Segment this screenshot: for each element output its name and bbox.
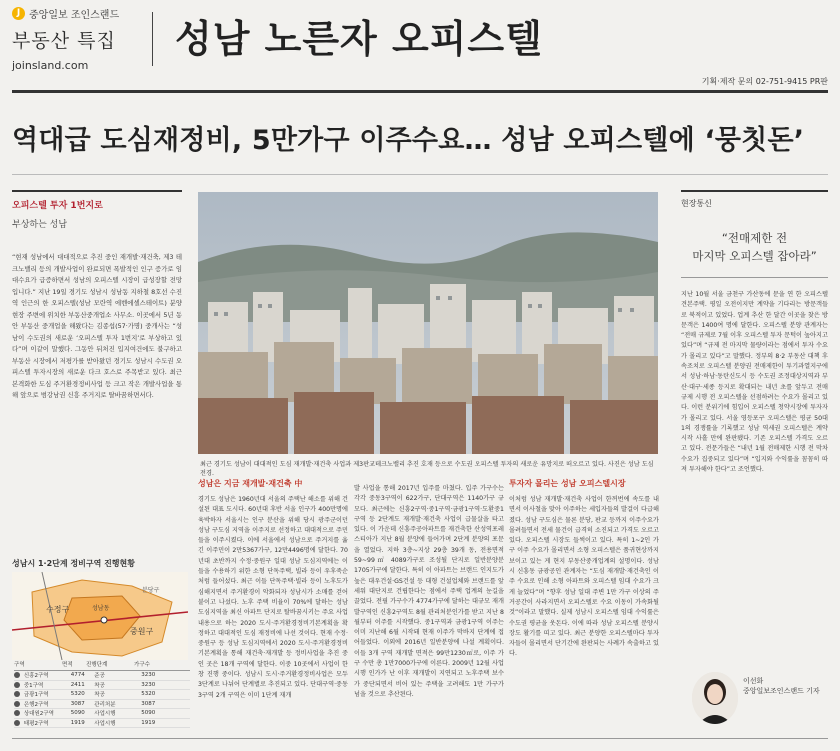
legend-col-zone: 구역 bbox=[14, 662, 25, 668]
legend-zone: 중1구역 bbox=[23, 682, 44, 689]
lead-paragraph: “현재 성남에서 대대적으로 추진 중인 재개발·재건축, 제3 테크노밸리 등의 개발사업이 완료되면 폭발적인 인구 증가로 임대수요가 급증하면서 성남의 오피스텔 시장이 급성장할 전망입니다.” 지난 19일 경기도 성남시 성남동 지하철 8호선 수진역 인근의 한 오피스텔(성남 모란역 에벤에셀스테이트) 분양 현장 주변에 위치한 부동산중개업소 사무소. 이곳에서 5년 동안 부동산 중개업을 해왔다는 김종섭(57·가명) 중개사는 “성남이 수도권의 새로운 ‘오피스텔 투자 1번지’로 부상하고 있다”며 이같이 말했다. 그동안 뒤처진 입지여건에도 불구하고 부동산 시장에서 저평가를 받아왔던 경기도 성남시 수도권 오피스텔 투자시장의 새로운 다크 호스로 주목받고 있다. 최근 본격화한 도심 주거환경정비사업 등 크고 작은 개발사업을 통해 앞으로 범강남권 신흥 주거지로 탈바꿈하면서다. bbox=[12, 253, 182, 399]
legend-households: 1919 bbox=[141, 719, 156, 726]
pull-quote-line-1: “전매제한 전 bbox=[721, 231, 788, 245]
legend-marker-icon bbox=[14, 691, 20, 697]
map-title: 성남시 1·2단계 정비구역 진행현황 bbox=[12, 559, 135, 568]
photo-caption: 최근 경기도 성남이 대대적인 도심 재개발·재건축 사업과 제3판교테크노밸리 추진 호재 등으로 수도권 오피스텔 투자의 새로운 유망지로 떠오르고 있다. 사진은 성남 도심 전경. bbox=[200, 461, 654, 477]
legend-area: 5090 bbox=[70, 710, 85, 717]
legend-zone: 신흥2구역 bbox=[23, 673, 49, 680]
redevelopment-map bbox=[12, 558, 188, 726]
column-subheading: 성남은 지금 재개발·재건축 中 bbox=[198, 479, 303, 488]
legend-stage: 착공 bbox=[94, 692, 105, 699]
column-text: 발 사업을 통해 2017년 입주를 마쳤다. 입주 가구수는 각각 중동3구역이 622가구, 단대구역은 1140가구 규모다. 최근에는 신흥2구역·중1구역·금광1구역·도환중1구역 등 2단계도 재개발·재건축 사업이 급물살을 타고 있다. 이 가운데 신흥주공아파트를 재건축한 산성역포레스티아가 지난 8월 분양에 들어가며 2단계 분양의 포문을 열었다. 지하 3층~지상 29층 39개 동, 전용면적 59~99㎡ 4089가구로 조성될 단지로 일반분양분 1705가구에 달한다. 특히 이 아파트는 브랜드 인지도가 높은 대우건설·GS건설 등 대형 건설업체와 브랜드를 앞세워 대단지로 건립한다는 점에서 주택 업계의 눈길을 끌었다. 전필 가구수가 4774가구에 달하는 대규모 재개발구역인 신흥2구역도 8월 관리처분인가를 받고 지난 8월부터 이주를 시작했다. 중1구역과 금광1구역 이주는 이미 지난해 6월 시작돼 현재 이주가 막바지 단계에 접어들었다. 이외에 2016년 일반분양에 나설 계획이다. 이들 3개 구역 재개발 면적은 99만1230㎡로, 이주 가구 수만 총 1만7000가구에 이른다. 2009년 12월 사업시행 인가가 난 이후 재개발이 지연되고 노후주택 보수가 중단되면서 비어 있는 주택을 고려해도 1만 가구가 넘을 것으로 추산된다. bbox=[354, 485, 504, 698]
city-skyline-photo bbox=[198, 192, 658, 454]
reporter-avatar bbox=[692, 672, 738, 724]
right-column bbox=[681, 190, 828, 730]
legend-households: 5090 bbox=[141, 710, 156, 717]
left-column bbox=[12, 190, 182, 402]
legend-stage: 착공 bbox=[94, 682, 105, 689]
legend-stage: 준공 bbox=[94, 673, 105, 680]
headline-rule bbox=[12, 174, 828, 175]
brand-logo[interactable] bbox=[12, 6, 150, 21]
legend-households: 3230 bbox=[141, 681, 156, 688]
legend-marker-icon bbox=[14, 720, 20, 726]
legend-area: 2411 bbox=[70, 681, 85, 688]
legend-row bbox=[14, 671, 190, 681]
article-column-3 bbox=[509, 478, 659, 660]
legend-stage: 사업시행 bbox=[94, 711, 116, 718]
brand-name: 중앙일보 조인스랜드 bbox=[29, 10, 120, 21]
legend-area: 3087 bbox=[70, 700, 85, 707]
legend-zone: 금광1구역 bbox=[23, 692, 49, 699]
main-headline: 역대급 도심재정비, 5만가구 이주수요… 성남 오피스텔에 ‘뭉칫돈’ bbox=[12, 125, 805, 156]
legend-row bbox=[14, 681, 190, 691]
site-url-link[interactable]: joinsland.com bbox=[12, 59, 89, 72]
masthead-divider bbox=[152, 12, 153, 66]
station-label: 성남동 bbox=[92, 605, 110, 612]
legend-row bbox=[14, 700, 190, 710]
field-report-text: 지난 10월 서울 금천구 가산동에 문을 연 한 오피스텔 견본주택. 평일 오전이지만 계약을 기다리는 방문객들로 북적이고 있었다. 업계 추산 한 달간 이곳을 찾은 방문객은 1400여 명에 달한다. 오피스텔 분양 관계자는 “전매 규제로 7월 이후 오피스텔 투자 문턱이 높아지고 있다”며 “규제 전 마지막 물량이라는 점에서 투자 수요가 몰리고 있다”고 말했다. 정부의 8·2 부동산 대책 후속조치로 오피스텔 분양권 전매제한이 투기과열지구에서 성남·하남·동탄신도시 등 수도권 조정대상지역과 부산·대구·세종 등지로 확대되는 내년 초를 앞두고 전매 규제 시행 전 오피스텔을 선점하려는 수요가 몰리고 있다. 이런 분위기에 힘입어 오피스텔 청약시장에 투자자가 몰리고 있다. 서울 영등포구 오피스텔은 평균 50대 1의 경쟁률을 기록했고 성남 역세권 오피스텔은 계약 시작 사흘 만에 완판됐다. 기존 오피스텔 가격도 오르고 있다. 전문가들은 “내년 1월 전매제한 시행 전 막차 수요가 집중되고 있다”며 “입지와 수익률을 꼼꼼히 따져 투자해야 한다”고 조언했다. bbox=[681, 291, 828, 474]
reporter-title: 중앙일보조인스랜드 기자 bbox=[743, 687, 820, 695]
legend-col-stage: 진행단계 bbox=[86, 662, 108, 668]
pull-quote bbox=[681, 229, 828, 278]
legend-households: 3230 bbox=[141, 672, 156, 679]
article-column-2 bbox=[354, 484, 504, 700]
legend-households: 3087 bbox=[141, 700, 156, 707]
legend-col-households: 가구수 bbox=[134, 662, 150, 668]
column-text: 경기도 성남은 1960년대 서울의 주택난 해소를 위해 건설된 대표 도시다. 60년대 후반 서울 인구가 400만명에 육박하자 서울시는 인구 분산을 위해 당시 광주군이던 성남 구도심 지역을 이주지로 선정하고 대대적으로 주민들을 이주시켰다. 이에 서울에서 성남으로 주거지를 옮긴 이주민이 2만5367가구, 12만4496명에 달한다. 70년대 초반까지 수정·중원구 일대 성남 도심지역에는 이들을 수용하기 위한 소형 단독주택, 빌라 등이 우후죽순처럼 들어섰다. 최근 이들 단독주택·빌라 등이 노후도가 심해지면서 주거환경이 악화되자 성남시가 소매를 걷어붙이고 나섰다. 노후 주택 비율이 70%에 달하는 성남 도심지역을 최신 아파트 단지로 탈바꿈시키는 주요 사업내용으로 하는 2020 도시·주거환경정비기본계획을 확정하고 대대적인 도심 재정비에 나선 것이다. 현재 수정·중원구 등 성남 도심지역에서 2020 도시·주거환경정비기본계획을 통해 재건축·재개발 등 정비사업을 추진 중인 곳은 18개 구역에 달한다. 이중 10곳에서 사업이 한창 진행 중이다. 성남시 도시·주거환경정비사업은 모두 3단계로 나뉘어 단계별로 추진되고 있다. 단대구역·중동3구역 2개 구역은 이미 1단계 재개 bbox=[198, 496, 348, 699]
legend-stage: 사업시행 bbox=[94, 720, 116, 727]
page-title: 성남 노른자 오피스텔 bbox=[175, 17, 543, 61]
credit-line: 기획·제작 문의 02-751-9415 PR판 bbox=[701, 77, 828, 86]
brand-badge-icon: J bbox=[12, 7, 25, 20]
series-subtitle: 부상하는 성남 bbox=[12, 220, 68, 230]
legend-header bbox=[14, 660, 190, 671]
legend-marker-icon bbox=[14, 672, 20, 678]
legend-area: 1919 bbox=[70, 719, 85, 726]
legend-zone: 은행2구역 bbox=[23, 701, 49, 708]
legend-area: 5320 bbox=[70, 691, 85, 698]
section-name: 부동산 특집 bbox=[12, 30, 116, 52]
map-graphic bbox=[12, 572, 188, 660]
masthead-left bbox=[12, 6, 150, 72]
field-report-tag: 현장통신 bbox=[681, 190, 828, 209]
city-photo-graphic bbox=[198, 192, 658, 454]
zone-label-sujeong: 수정구 bbox=[46, 605, 70, 614]
column-text: 이처럼 성남 재개발·재건축 사업이 한꺼번에 속도를 내면서 이사철을 맞아 이주하는 세입자들의 발걸이 다급해졌다. 성남 구도심은 물론 분당, 판교 등까지 이주수요가 몰려들면서 전세 물건이 급격히 소진되고 가격도 오르고 있다. 오피스텔 시장도 들썩이고 있다. 특히 1~2인 가구 이주 수요가 몰리면서 소형 오피스텔은 품귀현상까지 보이고 있는 게 현지 부동산중개업계의 설명이다. 성남시 신흥동 금광공인 관계자는 “도심 재개발·재건축인 이주 수요로 인해 소형 아파트와 오피스텔 임대 수요가 크게 늘었다”며 “향후 성남 일대 주변 1만 가구 이상의 주거공간이 사라지면서 오피스텔로 수요 이동이 가속화될 것”이라고 말했다. 실제 성남시 오피스텔 임대 수익률은 수도권 평균을 웃돈다. 이에 따라 성남 오피스텔 분양시장도 활기를 띠고 있다. 최근 분양한 오피스텔마다 투자자들이 몰리면서 단기간에 완판되는 사례가 속출하고 있다. bbox=[509, 496, 659, 658]
legend-area: 4774 bbox=[70, 672, 85, 679]
pull-quote-line-2: 마지막 오피스텔 잡아라” bbox=[692, 249, 817, 263]
bottom-rule bbox=[12, 738, 828, 739]
legend-marker-icon bbox=[14, 701, 20, 707]
legend-zone: 상대원2구역 bbox=[23, 711, 54, 718]
legend-zone: 태평2구역 bbox=[23, 720, 49, 727]
reporter-name: 이선화 bbox=[743, 677, 764, 685]
series-tag: 오피스텔 투자 1번지로 bbox=[12, 190, 182, 211]
legend-row bbox=[14, 690, 190, 700]
zone-label-bundang: 분당구 bbox=[142, 587, 160, 594]
map-legend-table bbox=[14, 660, 190, 728]
reporter-byline bbox=[743, 676, 833, 696]
legend-row bbox=[14, 709, 190, 719]
legend-row bbox=[14, 719, 190, 729]
legend-col-area: 면적 bbox=[62, 662, 73, 668]
legend-stage: 관리처분 bbox=[94, 701, 116, 708]
column-subheading: 투자자 몰리는 성남 오피스텔시장 bbox=[509, 479, 626, 488]
legend-marker-icon bbox=[14, 682, 20, 688]
legend-marker-icon bbox=[14, 710, 20, 716]
reporter-portrait-icon bbox=[692, 672, 738, 724]
masthead-rule bbox=[12, 90, 828, 93]
legend-households: 5320 bbox=[141, 691, 156, 698]
article-column-1 bbox=[198, 478, 348, 701]
zone-label-jungwon: 중원구 bbox=[130, 627, 154, 636]
